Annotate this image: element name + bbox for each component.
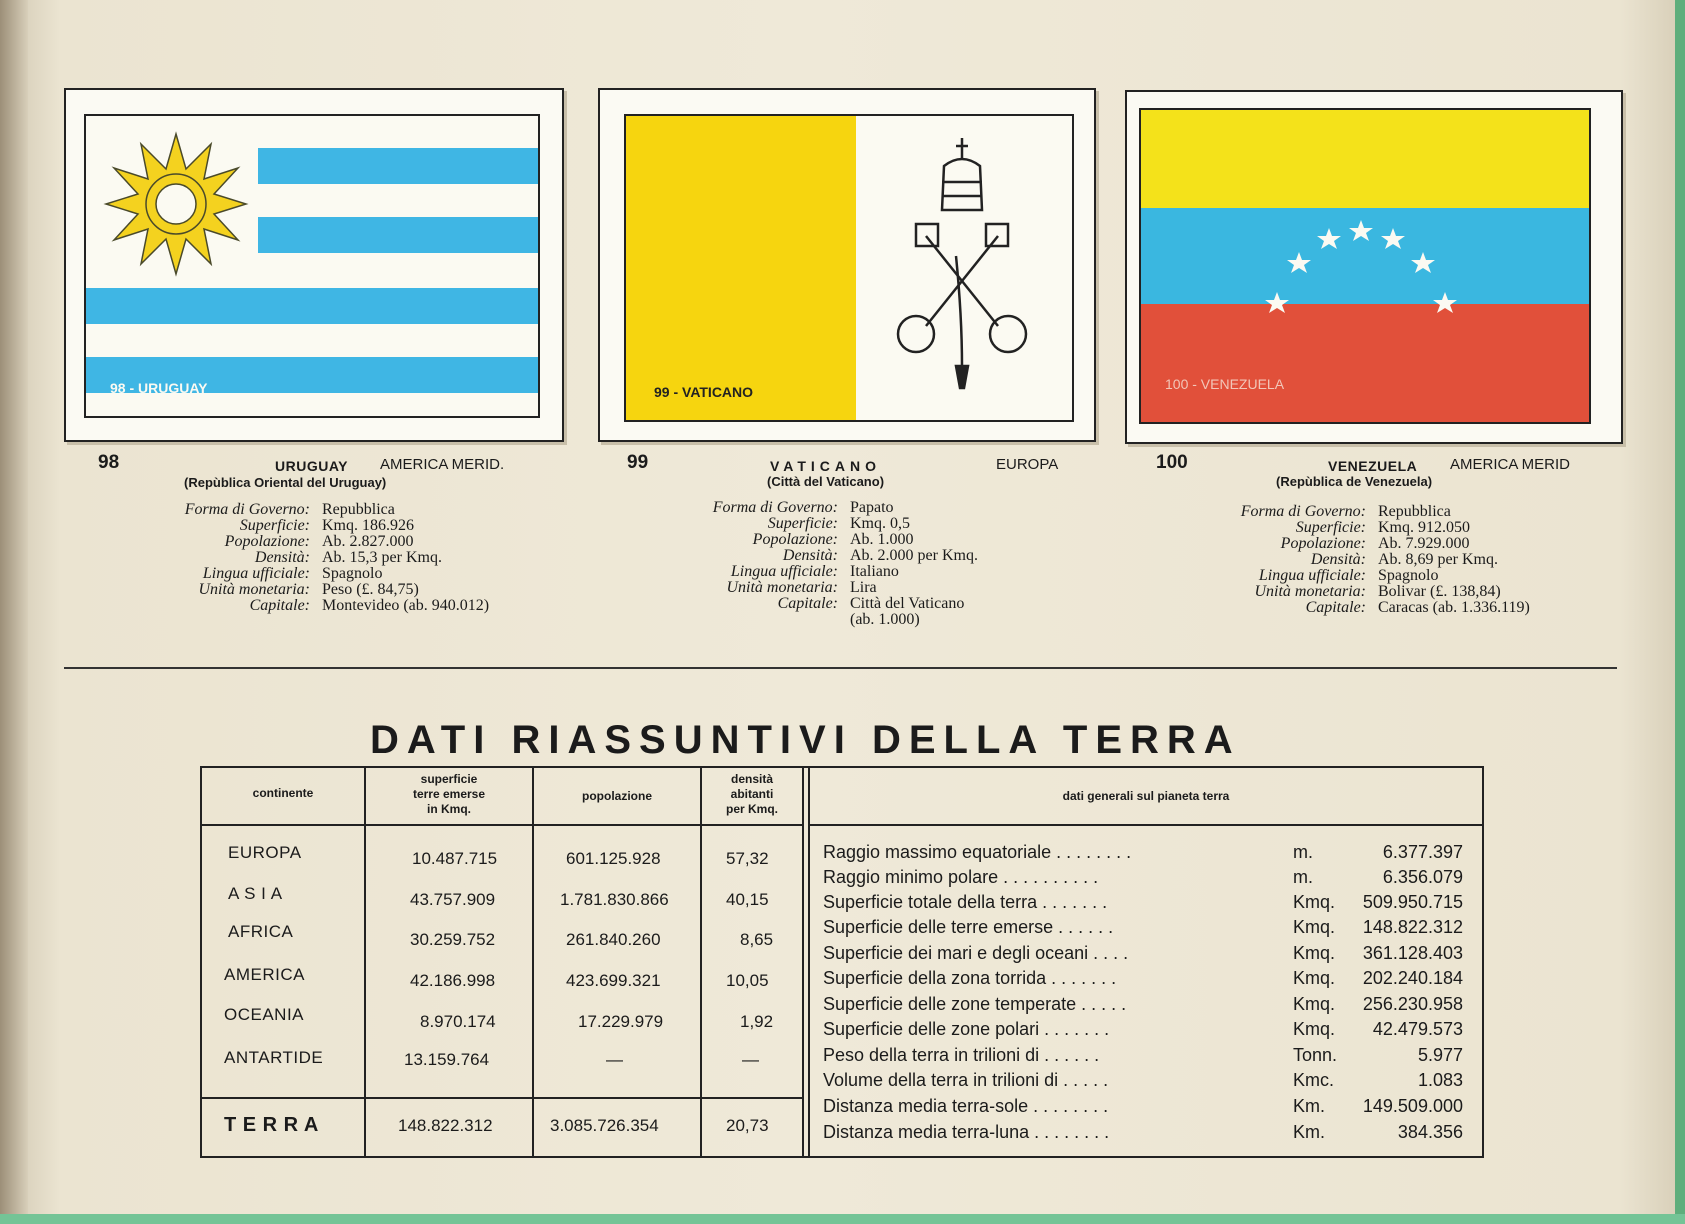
- fact-label: Densità:: [1310, 551, 1366, 568]
- book-spine: [0, 0, 28, 1224]
- fact-label: Superficie:: [1295, 519, 1366, 536]
- official-name-uruguay: (Repùblica Oriental del Uruguay): [184, 475, 387, 490]
- popolazione-antartide: —: [606, 1050, 623, 1069]
- general-value: 5.977: [1417, 1045, 1463, 1065]
- fact-label: Densità:: [782, 547, 838, 564]
- venezuela-flag: [1139, 108, 1591, 424]
- fact-value: Ab. 7.929.000: [1378, 535, 1470, 552]
- general-value: 6.377.397: [1382, 842, 1463, 862]
- general-value: 361.128.403: [1362, 943, 1463, 963]
- general-unit: Kmq.: [1293, 1019, 1336, 1039]
- general-unit: Km.: [1293, 1096, 1326, 1116]
- fact-value: Repubblica: [322, 501, 395, 518]
- header-rule-right: [810, 824, 1482, 826]
- continent-terra: T E R R A: [224, 1114, 319, 1136]
- general-unit: Kmq.: [1293, 994, 1336, 1014]
- fact-row: [648, 548, 978, 564]
- general-label: Superficie dei mari e degli oceani . . . .: [823, 943, 1129, 963]
- popolazione-oceania: 17.229.979: [578, 1012, 664, 1031]
- fact-value: Kmq. 912.050: [1378, 519, 1470, 536]
- fact-value: Ab. 2.827.000: [322, 533, 414, 550]
- header-superficie-line: superficie: [420, 772, 478, 786]
- col-divider-1: [364, 766, 366, 1156]
- header-popolazione: popolazione: [582, 789, 652, 803]
- densita-oceania: 1,92: [740, 1012, 774, 1031]
- general-unit: Km.: [1293, 1122, 1326, 1142]
- fact-label: Superficie:: [767, 515, 838, 532]
- general-row: [823, 994, 1463, 1015]
- region-uruguay: AMERICA MERID.: [380, 456, 505, 473]
- superficie-america: 42.186.998: [410, 971, 496, 990]
- superficie-asia: 43.757.909: [410, 890, 496, 909]
- general-unit: m.: [1293, 867, 1313, 887]
- fact-label: Forma di Governo:: [1240, 503, 1366, 520]
- header-densita-line: abitanti: [730, 787, 774, 801]
- densita-america: 10,05: [726, 971, 769, 990]
- general-row: [823, 867, 1463, 888]
- uruguay-sticker-frame: [64, 88, 564, 442]
- col-divider-2: [532, 766, 534, 1156]
- vaticano-sticker-frame: [598, 88, 1096, 442]
- general-label: Raggio massimo equatoriale . . . . . . . .: [823, 842, 1132, 862]
- uruguay-caption: 98 - URUGUAY: [110, 380, 208, 396]
- fact-row: [120, 582, 489, 598]
- fact-label: Lingua ufficiale:: [1258, 567, 1366, 584]
- header-superficie: [368, 772, 530, 817]
- vaticano-caption: 99 - VATICANO: [654, 384, 754, 400]
- continent-africa: AFRICA: [228, 922, 294, 941]
- fact-value: Peso (£. 84,75): [322, 581, 419, 598]
- general-value: 148.822.312: [1362, 917, 1463, 937]
- fact-label: Popolazione:: [752, 531, 838, 548]
- general-unit: Kmq.: [1293, 892, 1336, 912]
- fact-row: [648, 564, 978, 580]
- fact-row: [120, 518, 489, 534]
- fact-label: Capitale:: [777, 595, 838, 612]
- fact-row: [120, 566, 489, 582]
- densita-europa: 57,32: [726, 849, 769, 868]
- popolazione-america: 423.699.321: [566, 971, 661, 990]
- fact-value: Spagnolo: [1378, 567, 1439, 584]
- header-continente: continente: [252, 786, 314, 800]
- fact-label: Unità monetaria:: [1254, 583, 1366, 600]
- header-superficie-line: in Kmq.: [427, 802, 471, 816]
- general-row: [823, 1019, 1463, 1040]
- facts-uruguay: [120, 502, 489, 614]
- fact-row: [1176, 584, 1530, 600]
- fact-label: Forma di Governo:: [184, 501, 310, 518]
- fact-row: [648, 612, 978, 628]
- fact-value: Città del Vaticano: [850, 595, 965, 612]
- densita-africa: 8,65: [740, 930, 774, 949]
- fact-label: Lingua ufficiale:: [730, 563, 838, 580]
- general-row: [823, 1096, 1463, 1117]
- country-name-vaticano: VATICANO: [770, 458, 882, 474]
- vaticano-flag-art: [626, 116, 1072, 420]
- col-divider-3: [700, 766, 702, 1156]
- fact-label: [648, 612, 850, 628]
- fact-value: Montevideo (ab. 940.012): [322, 597, 490, 614]
- fact-value: (ab. 1.000): [850, 611, 920, 628]
- general-label: Superficie delle terre emerse . . . . . .: [823, 917, 1114, 937]
- facts-vaticano: [648, 500, 978, 628]
- general-value: 202.240.184: [1362, 968, 1463, 988]
- general-value: 6.356.079: [1382, 867, 1463, 887]
- fact-row: [1176, 520, 1530, 536]
- fact-row: [1176, 552, 1530, 568]
- col-divider-5: [808, 766, 810, 1156]
- general-label: Superficie delle zone temperate . . . . .: [823, 994, 1127, 1014]
- header-superficie-line: terre emerse: [412, 787, 486, 801]
- fact-value: Italiano: [850, 563, 899, 580]
- fact-value: Ab. 15,3 per Kmq.: [322, 549, 442, 566]
- general-label: Superficie della zona torrida . . . . . . .: [823, 968, 1117, 988]
- general-value: 149.509.000: [1362, 1096, 1463, 1116]
- superficie-terra: 148.822.312: [398, 1116, 493, 1135]
- fact-row: [120, 598, 489, 614]
- header-densita-line: per Kmq.: [725, 802, 778, 816]
- densita-asia: 40,15: [726, 890, 769, 909]
- header-rule-left: [200, 824, 804, 826]
- section-divider: [64, 667, 1617, 669]
- fact-value: Lira: [850, 579, 877, 596]
- vaticano-flag: [624, 114, 1074, 422]
- fact-row: [648, 532, 978, 548]
- continent-asia: A S I A: [228, 884, 283, 903]
- official-name-venezuela: (Repùblica de Venezuela): [1276, 474, 1433, 489]
- general-unit: m.: [1293, 842, 1313, 862]
- fact-value: Caracas (ab. 1.336.119): [1378, 599, 1530, 616]
- official-name-vaticano: (Città del Vaticano): [767, 474, 885, 489]
- general-unit: Kmq.: [1293, 917, 1336, 937]
- general-row: [823, 943, 1463, 964]
- fact-label: Capitale:: [1305, 599, 1366, 616]
- general-value: 256.230.958: [1362, 994, 1463, 1014]
- general-label: Superficie delle zone polari . . . . . . .: [823, 1019, 1110, 1039]
- col-divider-4: [802, 766, 804, 1156]
- flag-number-100: 100: [1156, 452, 1188, 473]
- flag-number-99: 99: [627, 452, 649, 473]
- flag-number-98: 98: [98, 452, 120, 473]
- fact-value: Ab. 2.000 per Kmq.: [850, 547, 978, 564]
- general-row: [823, 968, 1463, 989]
- popolazione-europa: 601.125.928: [566, 849, 661, 868]
- fact-label: Unità monetaria:: [726, 579, 838, 596]
- general-label: Peso della terra in trilioni di . . . . . .: [823, 1045, 1100, 1065]
- total-rule: [200, 1097, 804, 1099]
- uruguay-flag-art: [86, 116, 538, 416]
- fact-value: Kmq. 0,5: [850, 515, 910, 532]
- fact-row: [648, 596, 978, 612]
- general-value: 1.083: [1417, 1070, 1463, 1090]
- venezuela-caption: 100 - VENEZUELA: [1165, 376, 1285, 392]
- fact-label: Densità:: [254, 549, 310, 566]
- fact-row: [120, 502, 489, 518]
- country-name-venezuela: VENEZUELA: [1328, 458, 1418, 474]
- fact-value: Ab. 1.000: [850, 531, 914, 548]
- fact-row: [648, 500, 978, 516]
- country-name-uruguay: URUGUAY: [275, 458, 348, 474]
- general-value: 509.950.715: [1362, 892, 1463, 912]
- continent-america: AMERICA: [224, 965, 305, 984]
- continent-oceania: OCEANIA: [224, 1005, 305, 1024]
- fact-label: Lingua ufficiale:: [202, 565, 310, 582]
- general-label: Distanza media terra-sole . . . . . . . .: [823, 1096, 1109, 1116]
- superficie-europa: 10.487.715: [412, 849, 498, 868]
- fact-row: [1176, 504, 1530, 520]
- superficie-antartide: 13.159.764: [404, 1050, 490, 1069]
- region-venezuela: AMERICA MERID: [1450, 456, 1571, 473]
- continent-antartide: ANTARTIDE: [224, 1048, 324, 1067]
- general-row: [823, 892, 1463, 913]
- popolazione-terra: 3.085.726.354: [550, 1116, 659, 1135]
- sun-of-may-icon: [106, 134, 246, 274]
- fact-row: [648, 580, 978, 596]
- fact-row: [648, 516, 978, 532]
- facts-venezuela: [1176, 504, 1530, 616]
- fact-label: Forma di Governo:: [712, 499, 838, 516]
- header-densita-line: densità: [730, 772, 773, 786]
- album-foot: [0, 1214, 1685, 1224]
- general-row: [823, 842, 1463, 863]
- header-dati-generali: dati generali sul pianeta terra: [1062, 789, 1230, 803]
- fact-value: Kmq. 186.926: [322, 517, 414, 534]
- popolazione-africa: 261.840.260: [566, 930, 661, 949]
- general-label: Volume della terra in trilioni di . . . . .: [823, 1070, 1109, 1090]
- fact-row: [1176, 600, 1530, 616]
- general-value: 384.356: [1397, 1122, 1463, 1142]
- general-row: [823, 1122, 1463, 1143]
- popolazione-asia: 1.781.830.866: [560, 890, 669, 909]
- densita-terra: 20,73: [726, 1116, 769, 1135]
- fact-row: [1176, 536, 1530, 552]
- fact-row: [1176, 568, 1530, 584]
- fact-label: Popolazione:: [1280, 535, 1366, 552]
- general-unit: Kmq.: [1293, 943, 1336, 963]
- general-unit: Kmc.: [1293, 1070, 1335, 1090]
- fact-value: Papato: [850, 499, 894, 516]
- venezuela-sticker-frame: [1125, 90, 1623, 444]
- general-label: Distanza media terra-luna . . . . . . . .: [823, 1122, 1110, 1142]
- fact-label: Superficie:: [239, 517, 310, 534]
- fact-row: [120, 534, 489, 550]
- region-vaticano: EUROPA: [996, 456, 1059, 473]
- fact-value: Repubblica: [1378, 503, 1451, 520]
- fact-value: Ab. 8,69 per Kmq.: [1378, 551, 1498, 568]
- general-row: [823, 1070, 1463, 1091]
- continent-europa: EUROPA: [228, 843, 302, 862]
- fact-value: Spagnolo: [322, 565, 383, 582]
- general-label: Superficie totale della terra . . . . . . .: [823, 892, 1108, 912]
- uruguay-flag: [84, 114, 540, 418]
- general-row: [823, 917, 1463, 938]
- fact-label: Capitale:: [249, 597, 310, 614]
- general-value: 42.479.573: [1372, 1019, 1463, 1039]
- album-edge: [1675, 0, 1685, 1224]
- fact-label: Popolazione:: [224, 533, 310, 550]
- general-label: Raggio minimo polare . . . . . . . . . .: [823, 867, 1099, 887]
- fact-row: [120, 550, 489, 566]
- general-row: [823, 1045, 1463, 1066]
- fact-label: Unità monetaria:: [198, 581, 310, 598]
- general-unit: Tonn.: [1293, 1045, 1338, 1065]
- page-title: DATI RIASSUNTIVI DELLA TERRA: [370, 718, 1241, 762]
- general-unit: Kmq.: [1293, 968, 1336, 988]
- densita-antartide: —: [742, 1050, 759, 1069]
- superficie-oceania: 8.970.174: [420, 1012, 496, 1031]
- superficie-africa: 30.259.752: [410, 930, 496, 949]
- fact-value: Bolivar (£. 138,84): [1378, 583, 1501, 600]
- header-densita: [704, 772, 800, 817]
